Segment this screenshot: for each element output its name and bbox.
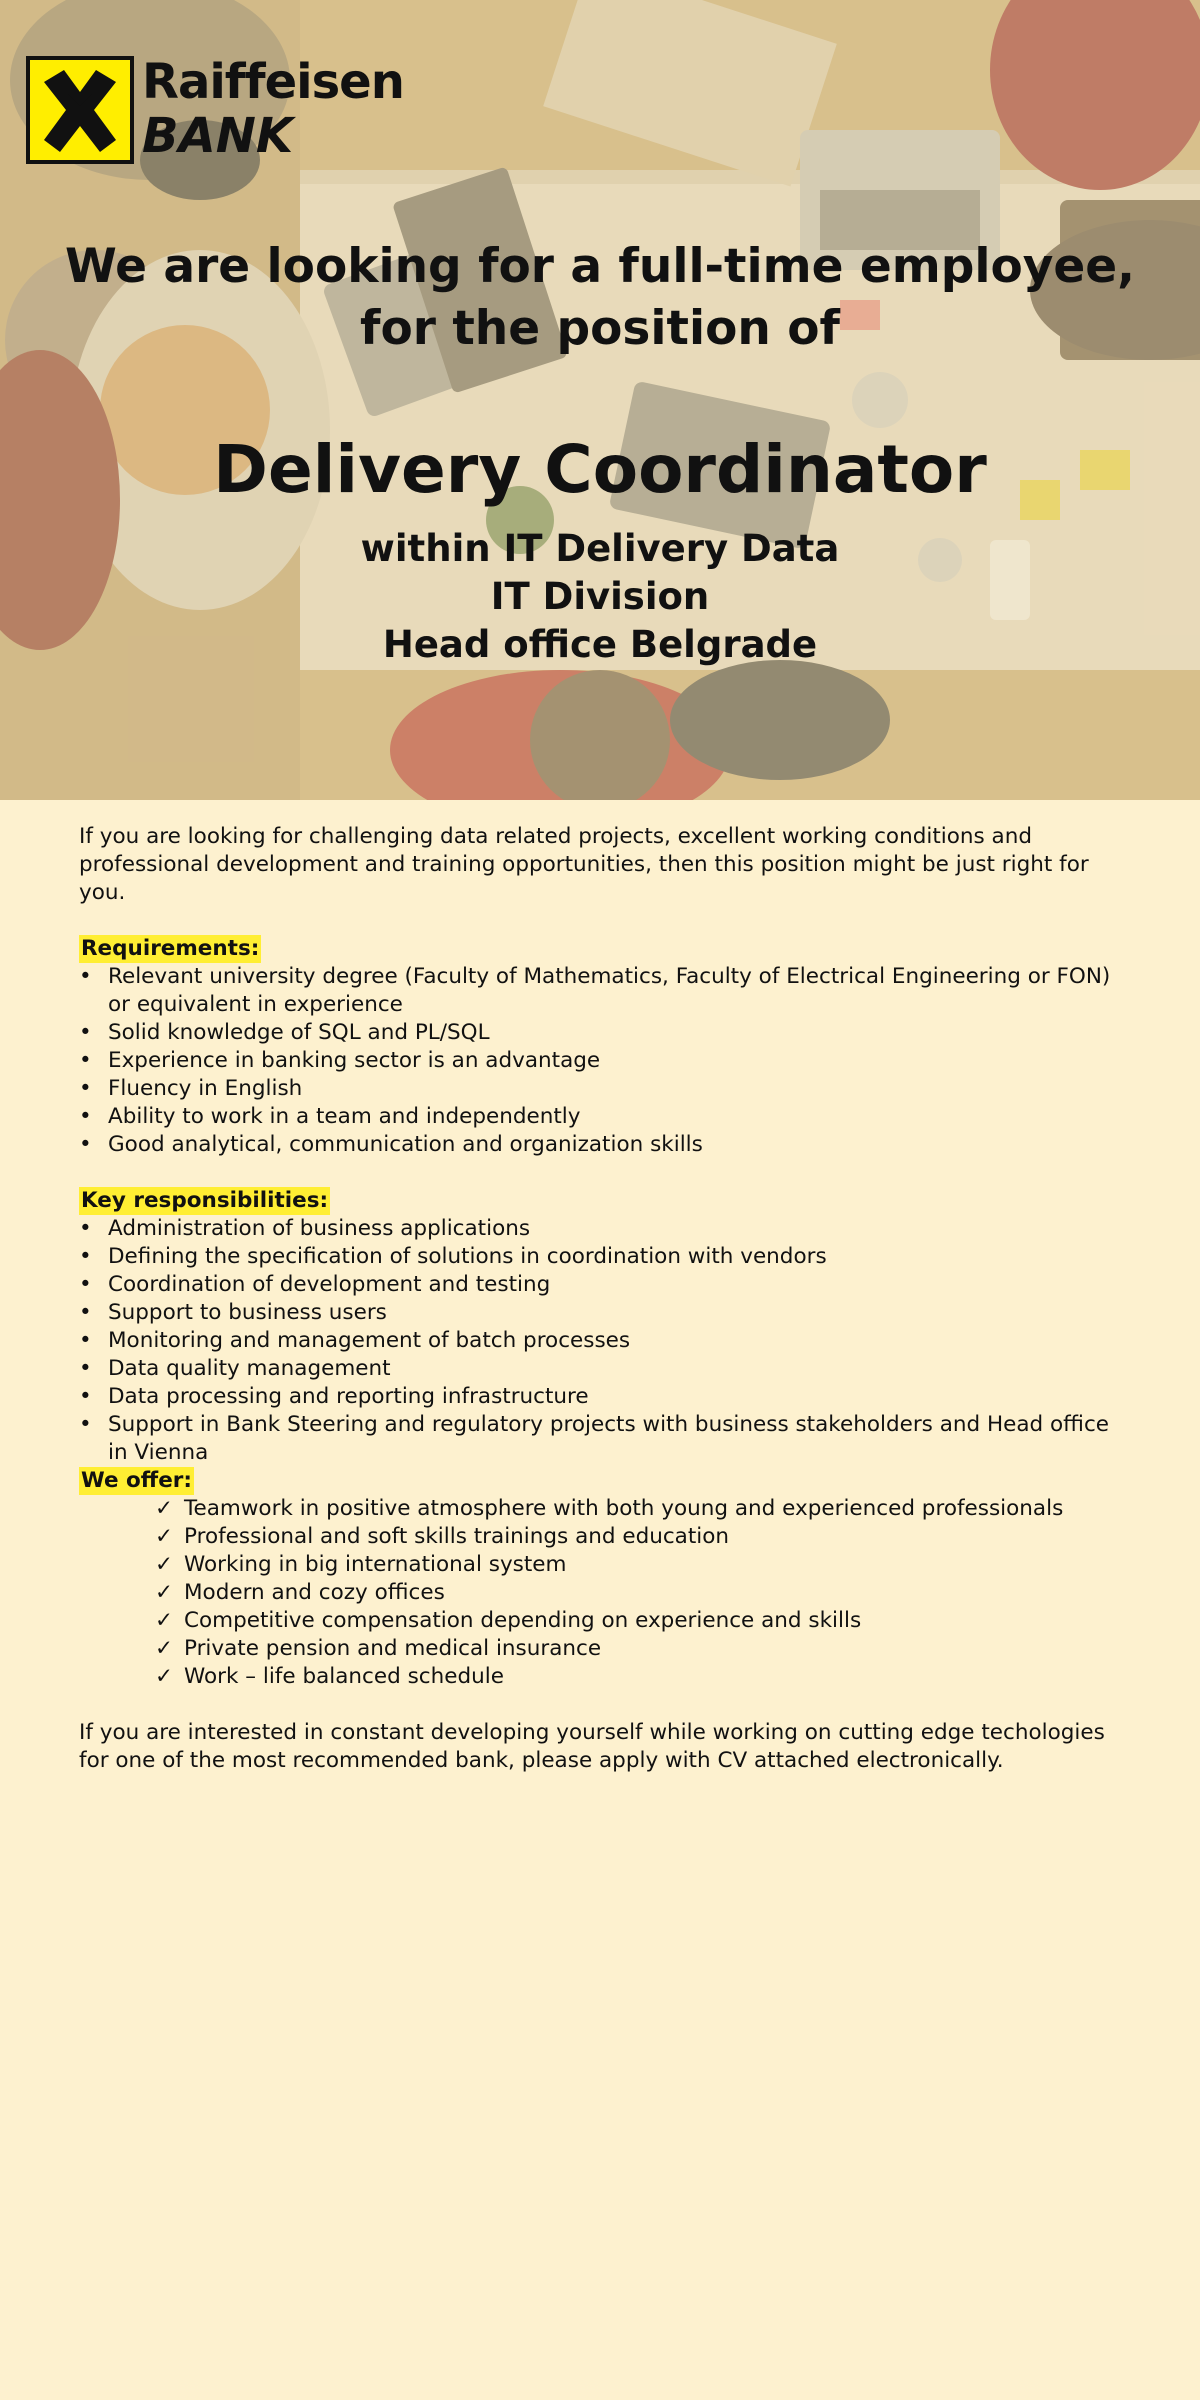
checkmark-icon: ✓ — [155, 1608, 174, 1633]
logo-bank: BANK — [142, 108, 294, 164]
checkmark-icon: ✓ — [155, 1580, 174, 1605]
checkmark-icon: ✓ — [155, 1524, 174, 1549]
list-item-text: Professional and soft skills trainings and education — [184, 1524, 730, 1549]
list-item: • Data quality management — [79, 1355, 1129, 1383]
list-item: • Good analytical, communication and organization skills — [79, 1131, 1129, 1159]
checkmark-icon: ✓ — [155, 1636, 174, 1661]
list-item — [155, 1579, 1129, 1607]
intro-paragraph: If you are looking for challenging data related projects, excellent working conditions and professional development and training opportunities, then this position might be just right for you. — [79, 824, 1089, 905]
list-item — [155, 1607, 1129, 1635]
list-item-text: Teamwork in positive atmosphere with both young and experienced professionals — [184, 1496, 1064, 1521]
list-item-text: Work – life balanced schedule — [184, 1664, 504, 1689]
job-details — [40, 525, 1160, 669]
list-item — [155, 1551, 1129, 1579]
list-item: • Administration of business applications — [79, 1215, 1129, 1243]
job-title: Delivery Coordinator — [213, 431, 987, 508]
list-item-text: Competitive compensation depending on experience and skills — [184, 1608, 862, 1633]
list-item: • Defining the specification of solutions in coordination with vendors — [79, 1243, 1129, 1271]
division-line: IT Division — [490, 575, 710, 618]
checkmark-icon: ✓ — [155, 1664, 174, 1689]
requirements-heading: Requirements: — [81, 936, 260, 961]
list-item: • Coordination of development and testing — [79, 1271, 1129, 1299]
requirements-list — [79, 963, 1129, 1159]
raiffeisen-bank-logo — [26, 56, 404, 164]
list-item — [155, 1523, 1129, 1551]
hero-headline: We are looking for a full-time employee, for the position of — [65, 239, 1135, 356]
raiffeisen-gable-cross-icon — [26, 56, 134, 164]
offer-heading: We offer: — [81, 1468, 192, 1493]
checkmark-icon: ✓ — [155, 1496, 174, 1521]
list-item: • Ability to work in a team and independently — [79, 1103, 1129, 1131]
team-line: within IT Delivery Data — [360, 527, 840, 570]
list-item: • Data processing and reporting infrastructure — [79, 1383, 1129, 1411]
checkmark-icon: ✓ — [155, 1552, 174, 1577]
list-item — [155, 1663, 1129, 1691]
list-item — [155, 1635, 1129, 1663]
responsibilities-heading: Key responsibilities: — [81, 1188, 329, 1213]
closing-paragraph: If you are interested in constant developing yourself while working on cutting edge techologies for one of the most recommended bank, please apply with CV attached electronically. — [79, 1720, 1105, 1773]
list-item: • Experience in banking sector is an advantage — [79, 1047, 1129, 1075]
list-item-text: Private pension and medical insurance — [184, 1636, 602, 1661]
list-item: • Solid knowledge of SQL and PL/SQL — [79, 1019, 1129, 1047]
responsibilities-list — [79, 1215, 1129, 1467]
list-item: • Fluency in English — [79, 1075, 1129, 1103]
offer-list — [79, 1495, 1129, 1691]
hero-banner — [0, 0, 1200, 800]
logo-name: Raiffeisen — [142, 54, 404, 110]
location-line: Head office Belgrade — [382, 623, 818, 666]
list-item: • Monitoring and management of batch processes — [79, 1327, 1129, 1355]
list-item: • Relevant university degree (Faculty of Mathematics, Faculty of Electrical Engineering or FON) or equivalent in experience — [79, 963, 1129, 1019]
list-item-text: Working in big international system — [184, 1552, 567, 1577]
list-item: • Support to business users — [79, 1299, 1129, 1327]
job-description — [79, 823, 1129, 1775]
list-item-text: Modern and cozy offices — [184, 1580, 445, 1605]
list-item — [155, 1495, 1129, 1523]
list-item: • Support in Bank Steering and regulatory projects with business stakeholders and Head office in Vienna — [79, 1411, 1129, 1467]
